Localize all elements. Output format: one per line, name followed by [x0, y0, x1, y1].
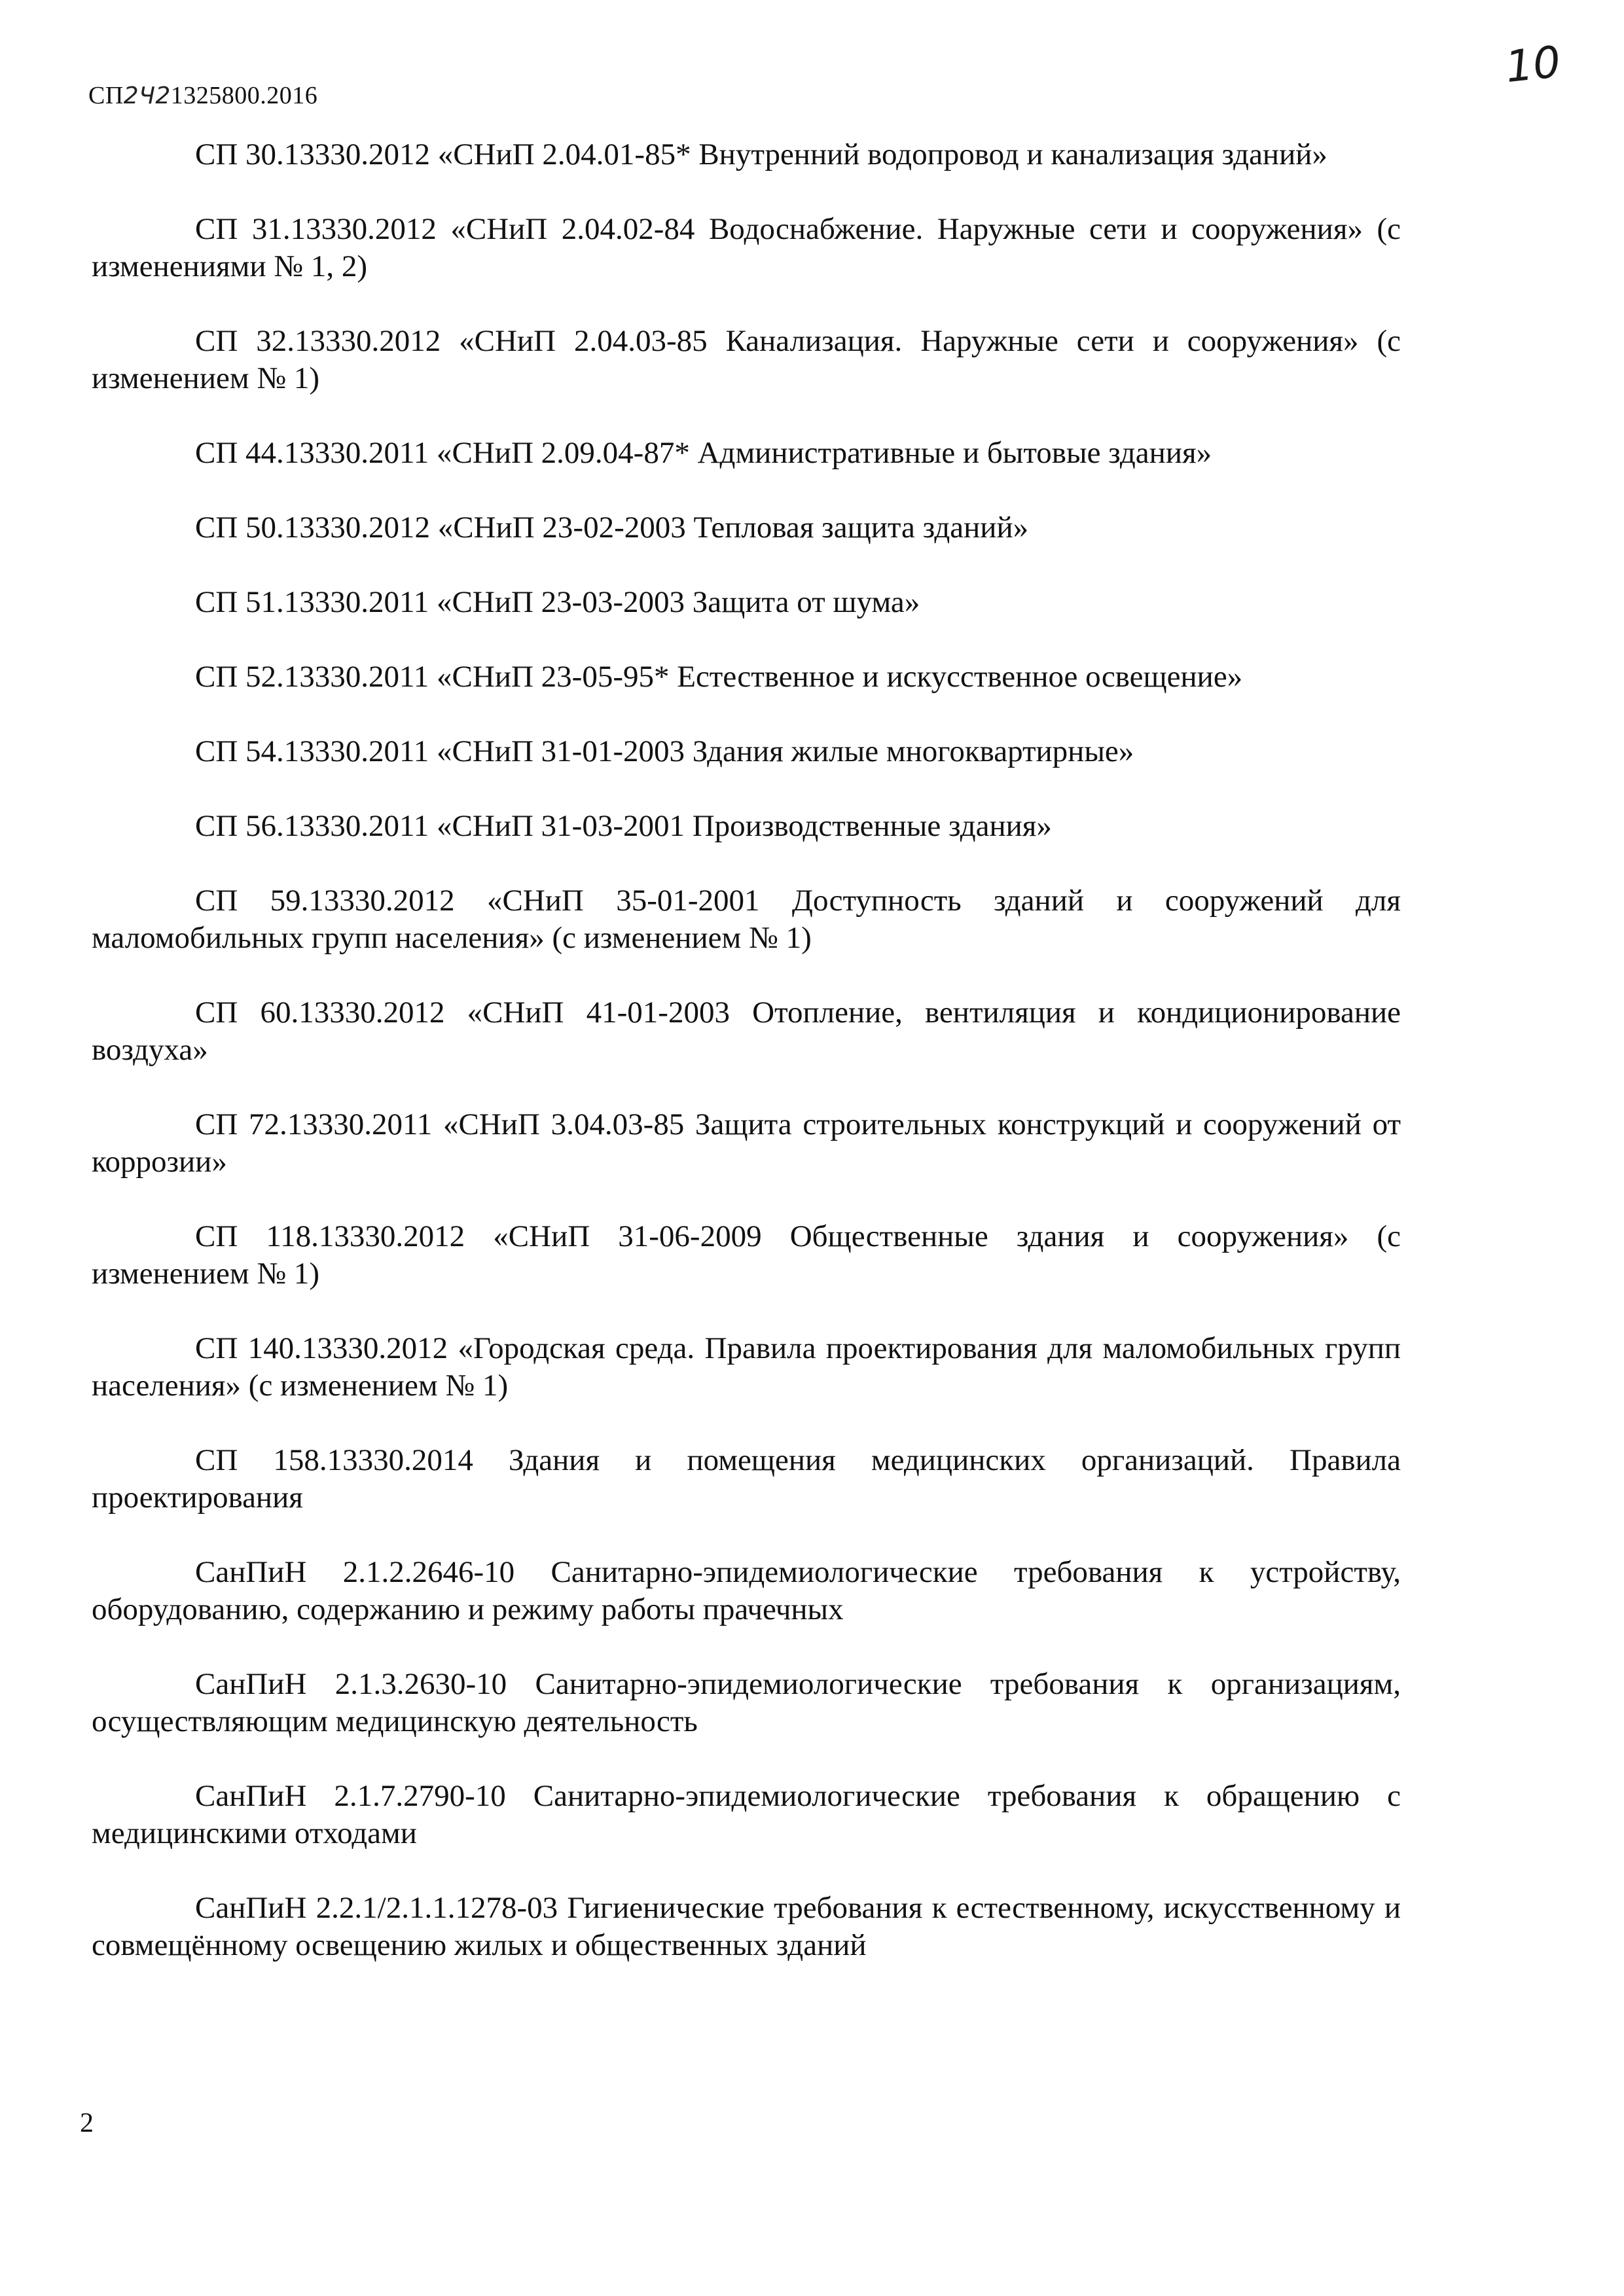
- reference-item: СП 54.13330.2011 «СНиП 31-01-2003 Здания жилые многоквартирные»: [195, 734, 1134, 768]
- document-code-prefix: СП: [88, 82, 124, 109]
- reference-item: СП 60.13330.2012 «СНиП 41-01-2003 Отопление, вентиляция и кондиционирование воздуха»: [92, 996, 1401, 1067]
- reference-item: СП 44.13330.2011 «СНиП 2.09.04-87* Административные и бытовые здания»: [195, 436, 1212, 470]
- handwritten-page-mark: 10: [1503, 36, 1563, 93]
- reference-item: СанПиН 2.1.2.2646-10 Санитарно-эпидемиологические требования к устройству, оборудованию, содержанию и режиму работы прачечных: [92, 1555, 1401, 1626]
- reference-item: СП 59.13330.2012 «СНиП 35-01-2001 Доступность зданий и сооружений для маломобильных групп населения» (с изменением № 1): [92, 884, 1401, 955]
- reference-item: СанПиН 2.2.1/2.1.1.1278-03 Гигиенические требования к естественному, искусственному и совмещённому освещению жилых и общественных зданий: [92, 1891, 1401, 1962]
- reference-item: СП 32.13330.2012 «СНиП 2.04.03-85 Канализация. Наружные сети и сооружения» (с изменением № 1): [92, 324, 1401, 395]
- document-code-handwritten: 2Ч2: [123, 82, 171, 109]
- reference-item: СП 56.13330.2011 «СНиП 31-03-2001 Производственные здания»: [195, 809, 1052, 843]
- reference-item: СП 140.13330.2012 «Городская среда. Правила проектирования для маломобильных групп населения» (с изменением № 1): [92, 1331, 1401, 1403]
- document-code: [88, 81, 317, 110]
- reference-item: СП 52.13330.2011 «СНиП 23-05-95* Естественное и искусственное освещение»: [195, 660, 1243, 694]
- reference-item: СП 31.13330.2012 «СНиП 2.04.02-84 Водоснабжение. Наружные сети и сооружения» (с изменениями № 1, 2): [92, 212, 1401, 283]
- reference-item: СП 51.13330.2011 «СНиП 23-03-2003 Защита от шума»: [195, 585, 920, 619]
- reference-item: СП 118.13330.2012 «СНиП 31-06-2009 Общественные здания и сооружения» (с изменением № 1): [92, 1219, 1401, 1291]
- normative-references-list: [92, 136, 1401, 1964]
- document-code-suffix: 1325800.2016: [170, 82, 318, 109]
- reference-item: СП 158.13330.2014 Здания и помещения медицинских организаций. Правила проектирования: [92, 1443, 1401, 1515]
- reference-item: СанПиН 2.1.3.2630-10 Санитарно-эпидемиологические требования к организациям, осуществляющим медицинскую деятельность: [92, 1667, 1401, 1738]
- page-number: 2: [80, 2108, 94, 2138]
- reference-item: СП 72.13330.2011 «СНиП 3.04.03-85 Защита строительных конструкций и сооружений от коррозии»: [92, 1107, 1401, 1179]
- reference-item: СП 30.13330.2012 «СНиП 2.04.01-85* Внутренний водопровод и канализация зданий»: [195, 137, 1327, 171]
- reference-item: СанПиН 2.1.7.2790-10 Санитарно-эпидемиологические требования к обращению с медицинскими отходами: [92, 1779, 1401, 1850]
- reference-item: СП 50.13330.2012 «СНиП 23-02-2003 Тепловая защита зданий»: [195, 511, 1029, 545]
